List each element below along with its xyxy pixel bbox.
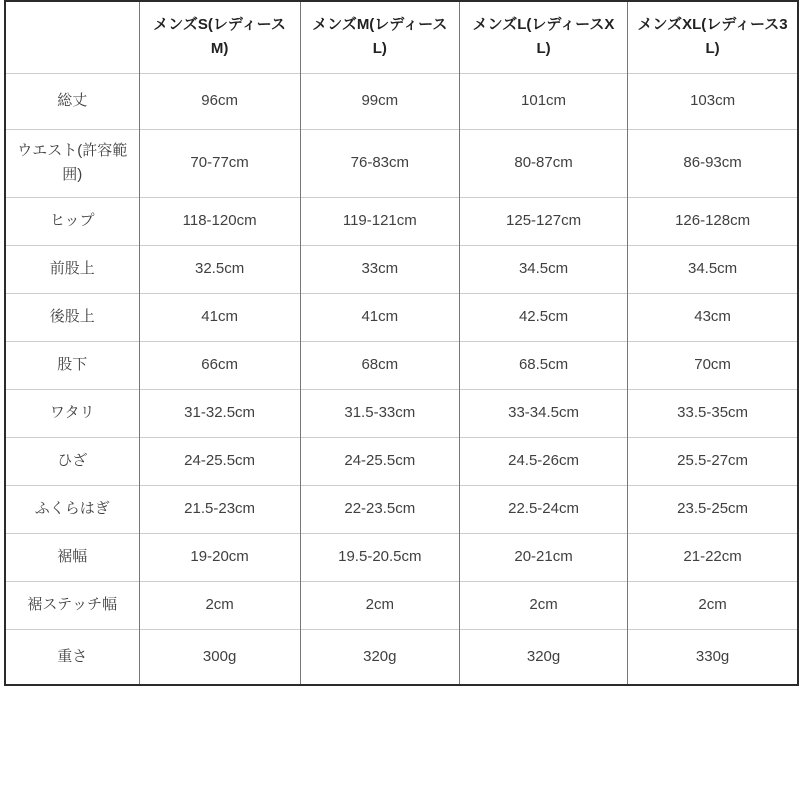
measurement-cell: 99cm	[300, 73, 459, 129]
measurement-cell: 80-87cm	[459, 129, 627, 197]
measurement-cell: 119-121cm	[300, 197, 459, 245]
table-row	[5, 129, 798, 197]
measurement-cell: 43cm	[628, 293, 798, 341]
measurement-cell: 320g	[300, 629, 459, 685]
measurement-cell: 96cm	[139, 73, 300, 129]
measurement-cell: 25.5-27cm	[628, 437, 798, 485]
measurement-cell: 22.5-24cm	[459, 485, 627, 533]
header-row	[5, 1, 798, 73]
measurement-cell: 31-32.5cm	[139, 389, 300, 437]
measurement-cell: 118-120cm	[139, 197, 300, 245]
measurement-cell: 41cm	[139, 293, 300, 341]
measurement-cell: 68cm	[300, 341, 459, 389]
measurement-cell: 42.5cm	[459, 293, 627, 341]
row-label: ふくらはぎ	[5, 485, 139, 533]
measurement-cell: 300g	[139, 629, 300, 685]
table-row	[5, 341, 798, 389]
measurement-cell: 21-22cm	[628, 533, 798, 581]
measurement-cell: 24-25.5cm	[139, 437, 300, 485]
measurement-cell: 103cm	[628, 73, 798, 129]
measurement-cell: 21.5-23cm	[139, 485, 300, 533]
measurement-cell: 22-23.5cm	[300, 485, 459, 533]
row-label: ヒップ	[5, 197, 139, 245]
measurement-cell: 19.5-20.5cm	[300, 533, 459, 581]
measurement-cell: 76-83cm	[300, 129, 459, 197]
table-row	[5, 245, 798, 293]
size-chart-body	[5, 73, 798, 685]
measurement-cell: 33.5-35cm	[628, 389, 798, 437]
measurement-cell: 2cm	[459, 581, 627, 629]
row-label: 裾幅	[5, 533, 139, 581]
table-row	[5, 73, 798, 129]
measurement-cell: 33-34.5cm	[459, 389, 627, 437]
measurement-cell: 24-25.5cm	[300, 437, 459, 485]
column-header: メンズL(レディースXL)	[459, 1, 627, 73]
measurement-cell: 101cm	[459, 73, 627, 129]
table-row	[5, 197, 798, 245]
measurement-cell: 41cm	[300, 293, 459, 341]
row-label: 総丈	[5, 73, 139, 129]
measurement-cell: 33cm	[300, 245, 459, 293]
measurement-cell: 20-21cm	[459, 533, 627, 581]
measurement-cell: 2cm	[139, 581, 300, 629]
measurement-cell: 31.5-33cm	[300, 389, 459, 437]
column-header: メンズS(レディースM)	[139, 1, 300, 73]
measurement-cell: 125-127cm	[459, 197, 627, 245]
table-row	[5, 437, 798, 485]
table-row	[5, 629, 798, 685]
row-label: ワタリ	[5, 389, 139, 437]
table-row	[5, 485, 798, 533]
column-header: メンズXL(レディース3L)	[628, 1, 798, 73]
measurement-cell: 2cm	[628, 581, 798, 629]
measurement-cell: 68.5cm	[459, 341, 627, 389]
measurement-cell: 70cm	[628, 341, 798, 389]
measurement-cell: 126-128cm	[628, 197, 798, 245]
measurement-cell: 24.5-26cm	[459, 437, 627, 485]
row-label: ひざ	[5, 437, 139, 485]
row-label: 後股上	[5, 293, 139, 341]
measurement-cell: 19-20cm	[139, 533, 300, 581]
measurement-cell: 32.5cm	[139, 245, 300, 293]
measurement-cell: 320g	[459, 629, 627, 685]
row-label: ウエスト(許容範囲)	[5, 129, 139, 197]
row-label: 裾ステッチ幅	[5, 581, 139, 629]
size-chart-table	[4, 0, 799, 686]
measurement-cell: 330g	[628, 629, 798, 685]
row-label: 股下	[5, 341, 139, 389]
row-label: 重さ	[5, 629, 139, 685]
measurement-cell: 34.5cm	[628, 245, 798, 293]
measurement-cell: 23.5-25cm	[628, 485, 798, 533]
table-row	[5, 581, 798, 629]
measurement-cell: 70-77cm	[139, 129, 300, 197]
measurement-cell: 66cm	[139, 341, 300, 389]
corner-cell	[5, 1, 139, 73]
table-row	[5, 293, 798, 341]
measurement-cell: 86-93cm	[628, 129, 798, 197]
table-row	[5, 533, 798, 581]
measurement-cell: 34.5cm	[459, 245, 627, 293]
column-header: メンズM(レディースL)	[300, 1, 459, 73]
row-label: 前股上	[5, 245, 139, 293]
measurement-cell: 2cm	[300, 581, 459, 629]
table-row	[5, 389, 798, 437]
